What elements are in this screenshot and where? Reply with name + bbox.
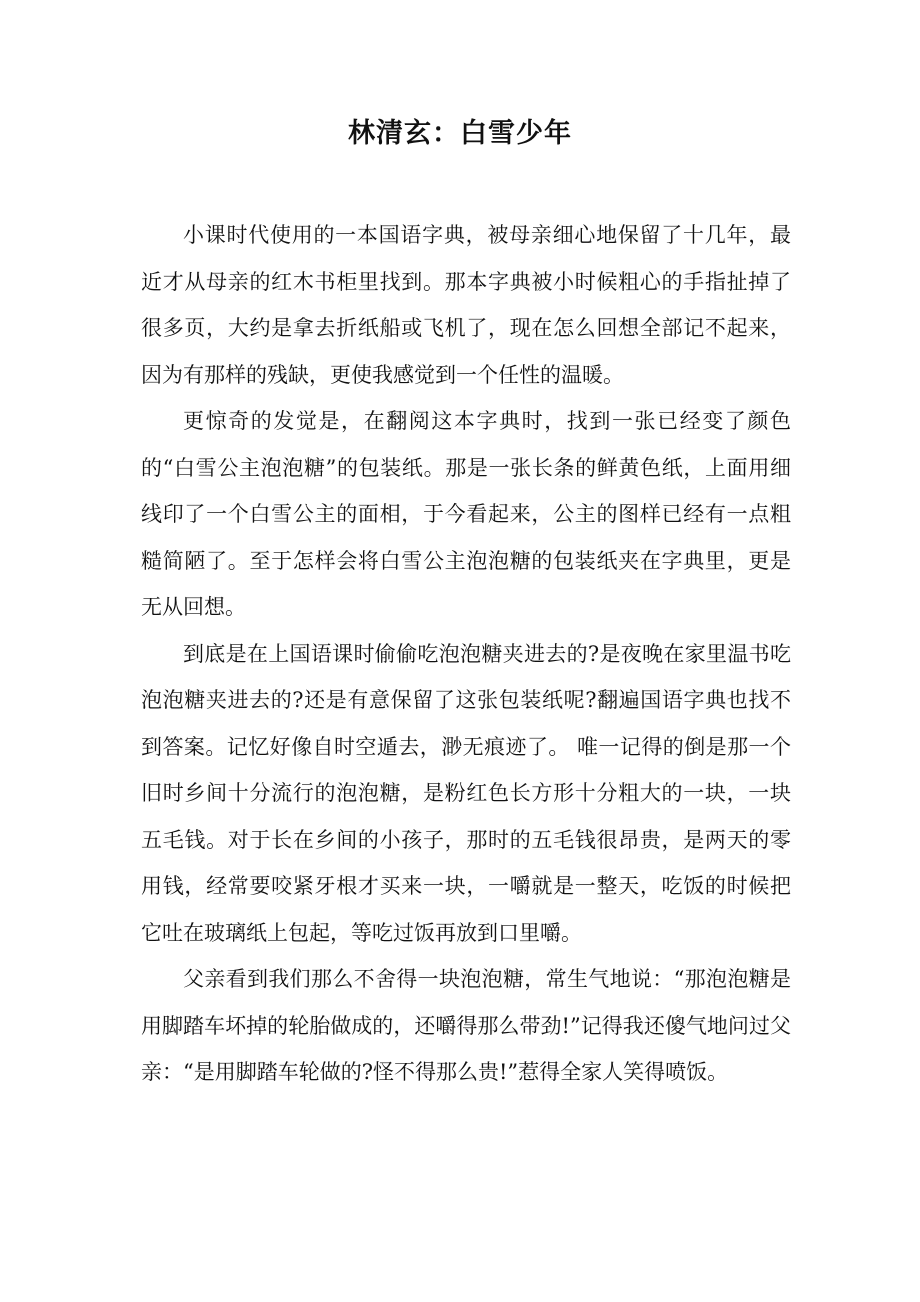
page-title: 林清玄：白雪少年	[348, 118, 572, 149]
article-body	[141, 212, 791, 1096]
paragraph-3: 到底是在上国语课时偷偷吃泡泡糖夹进去的?是夜晚在家里温书吃泡泡糖夹进去的?还是有意保留了这张包装纸呢?翻遍国语字典也找不到答案。记忆好像自时空遁去，渺无痕迹了。 唯一记得的倒是那一个旧时乡间十分流行的泡泡糖，是粉红色长方形十分粗大的一块，一块五毛钱。对于长在乡间的小孩子，那时的五毛钱很昂贵，是两天的零用钱，经常要咬紧牙根才买来一块，一嚼就是一整天，吃饭的时候把它吐在玻璃纸上包起，等吃过饭再放到口里嚼。	[141, 641, 791, 945]
paragraph-4: 父亲看到我们那么不舍得一块泡泡糖，常生气地说：“那泡泡糖是用脚踏车坏掉的轮胎做成的，还嚼得那么带劲!”记得我还傻气地问过父亲：“是用脚踏车轮做的?怪不得那么贵!”惹得全家人笑得喷饭。	[141, 967, 791, 1084]
paragraph-2: 更惊奇的发觉是，在翻阅这本字典时，找到一张已经变了颜色的“白雪公主泡泡糖”的包装纸。那是一张长条的鲜黄色纸，上面用细线印了一个白雪公主的面相，于今看起来，公主的图样已经有一点粗糙简陋了。至于怎样会将白雪公主泡泡糖的包装纸夹在字典里，更是无从回想。	[141, 409, 791, 619]
paragraph-1: 小课时代使用的一本国语字典，被母亲细心地保留了十几年，最近才从母亲的红木书柜里找到。那本字典被小时候粗心的手指扯掉了很多页，大约是拿去折纸船或飞机了，现在怎么回想全部记不起来，因为有那样的残缺，更使我感觉到一个任性的温暖。	[141, 223, 791, 387]
